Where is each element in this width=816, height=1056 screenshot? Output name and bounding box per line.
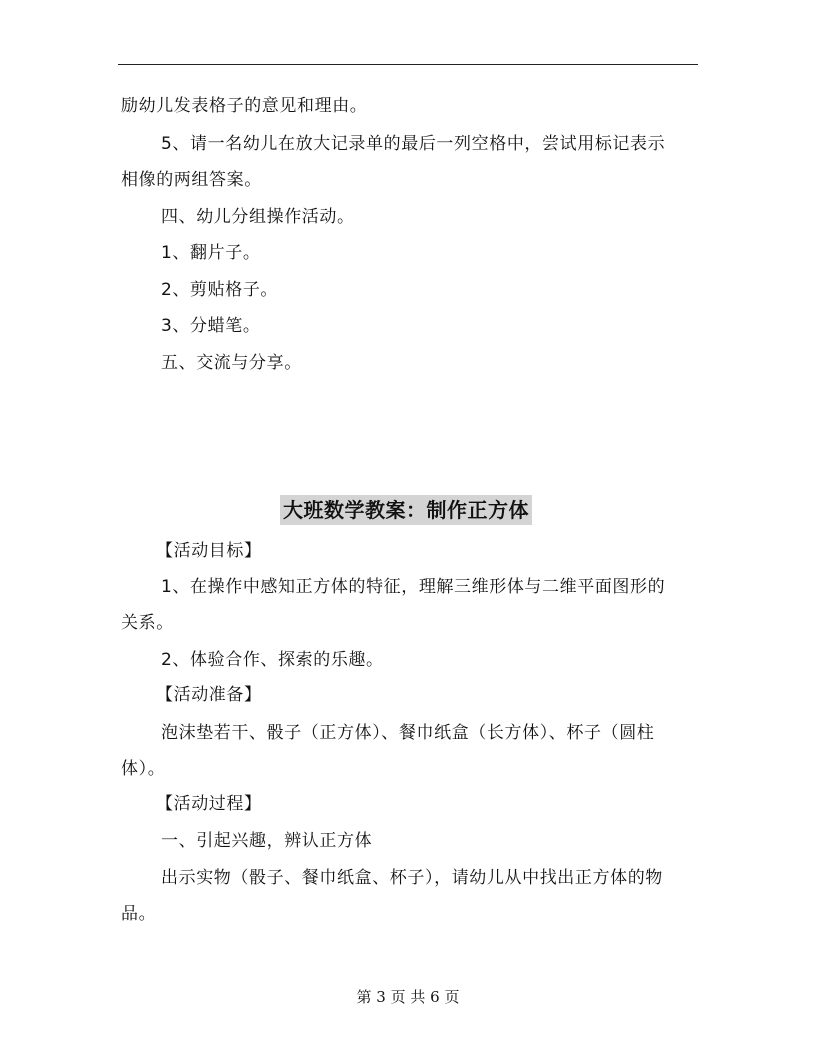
body-line: 2、体验合作、探索的乐趣。 (161, 650, 384, 670)
body-line: 品。 (121, 904, 157, 924)
body-line: 四、幼儿分组操作活动。 (161, 207, 355, 227)
body-line: 相像的两组答案。 (121, 170, 262, 190)
body-line: 体）。 (121, 759, 166, 779)
body-line: 励幼儿发表格子的意见和理由。 (121, 96, 368, 116)
body-line: 一、引起兴趣，辨认正方体 (161, 831, 373, 851)
body-line: 关系。 (121, 613, 174, 633)
section-heading: 【活动目标】 (156, 541, 262, 561)
body-line: 5、请一名幼儿在放大记录单的最后一列空格中，尝试用标记表示 (161, 134, 666, 154)
body-line: 1、在操作中感知正方体的特征，理解三维形体与二维平面图形的 (161, 577, 666, 597)
body-line: 出示实物（骰子、餐巾纸盒、杯子），请幼儿从中找出正方体的物 (161, 868, 663, 888)
body-line: 1、翻片子。 (161, 243, 261, 263)
body-line: 泡沫垫若干、骰子（正方体）、餐巾纸盒（长方体）、杯子（圆柱 (161, 723, 655, 743)
section-title: 大班数学教案：制作正方体 (280, 495, 532, 525)
section-heading: 【活动准备】 (156, 685, 262, 705)
body-line: 2、剪贴格子。 (161, 280, 279, 300)
body-line: 五、交流与分享。 (161, 353, 302, 373)
header-rule (118, 64, 698, 65)
section-heading: 【活动过程】 (156, 794, 262, 814)
body-line: 3、分蜡笔。 (161, 316, 261, 336)
page-number: 第 3 页 共 6 页 (356, 988, 460, 1006)
